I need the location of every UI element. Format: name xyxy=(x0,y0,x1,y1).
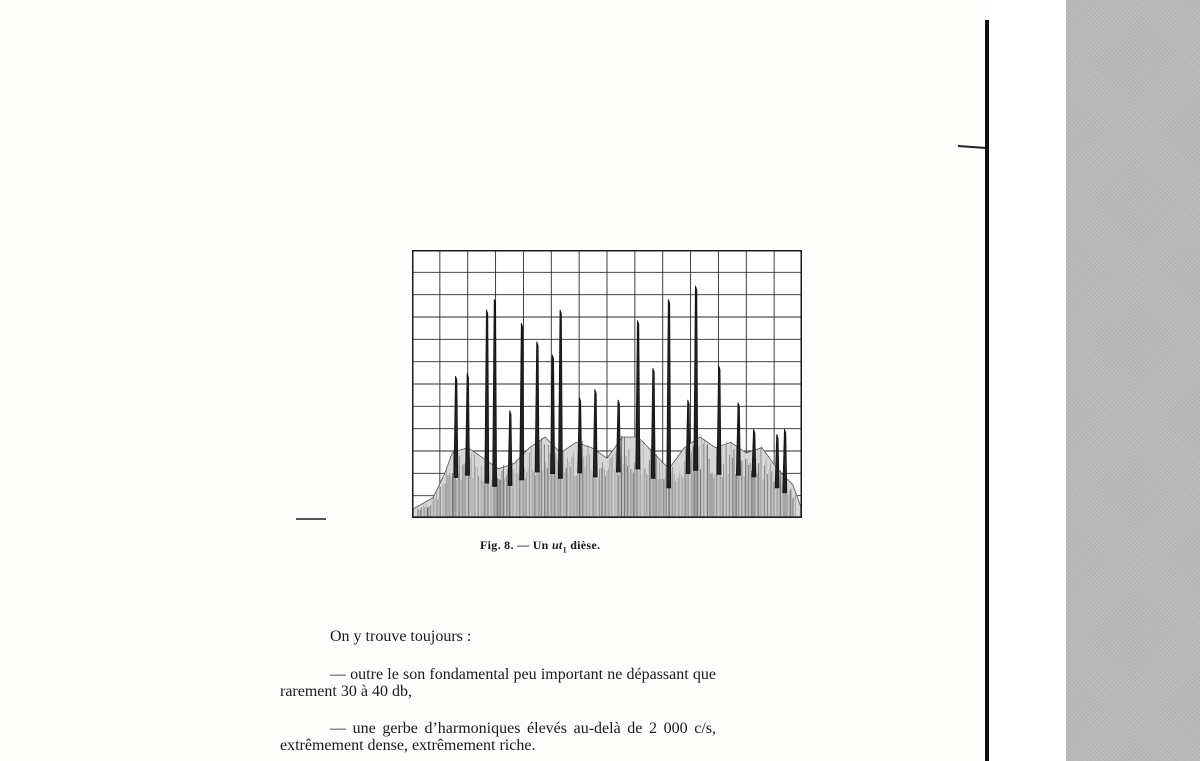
book-gutter-line xyxy=(985,20,989,761)
caption-note: ut xyxy=(551,538,563,552)
paragraph-fundamental: — outre le son fondamental peu important ne dépassant que rarement 30 à 40 db, xyxy=(280,666,716,700)
caption-text-after: dièse. xyxy=(570,538,601,552)
caption-text-before: Un xyxy=(532,538,549,552)
figure-caption xyxy=(480,538,740,554)
caption-subscript: 1 xyxy=(562,545,567,555)
spectrum-figure xyxy=(412,250,802,518)
spectrum-chart xyxy=(412,250,802,518)
gutter-tick-mark xyxy=(958,145,986,149)
paragraph-harmonics: — une gerbe d’harmoniques élevés au-delà de 2 000 c/s, extrêmement dense, extrêmement riche. xyxy=(280,720,716,754)
margin-dash-mark xyxy=(296,518,326,520)
caption-label: Fig. 8. — xyxy=(480,538,530,552)
paragraph-intro: On y trouve toujours : xyxy=(330,628,472,645)
scan-gray-margin xyxy=(1066,0,1200,761)
